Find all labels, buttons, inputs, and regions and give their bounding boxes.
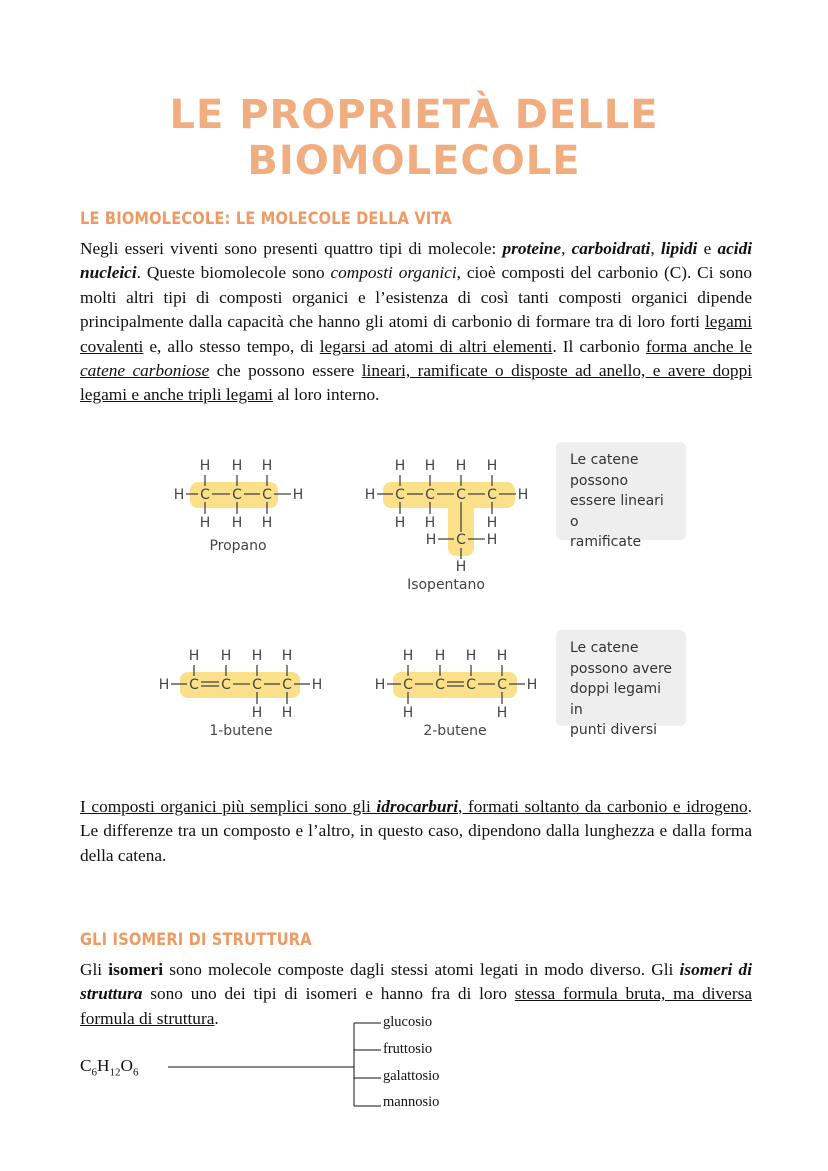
carbon-atom: C xyxy=(487,487,497,503)
hydrogen-atom: H xyxy=(486,532,498,548)
page-title: LE PROPRIETÀ DELLE BIOMOLECOLE xyxy=(169,92,659,184)
term-acidi-nucleici: acidi nucleici xyxy=(80,239,753,283)
carbon-atom: C xyxy=(435,677,445,693)
formula-h: H xyxy=(97,1056,110,1075)
formula-c-count: 6 xyxy=(91,1066,98,1079)
hydrogen-atom: H xyxy=(199,515,211,531)
term-isomeri: isomeri xyxy=(108,960,164,979)
note-line: possono xyxy=(570,472,629,489)
note-lineari-ramificate xyxy=(556,442,686,550)
hydrogen-atom: H xyxy=(281,705,293,721)
carbon-atom: C xyxy=(262,487,272,503)
carbon-atom: C xyxy=(282,677,292,693)
hydrogen-atom: H xyxy=(261,458,273,474)
hydrogen-atom: H xyxy=(251,648,263,664)
hydrogen-atom: H xyxy=(364,487,376,503)
text: forma anche le xyxy=(645,336,752,356)
isomer-galattosio: galattosio xyxy=(383,1068,440,1084)
formula-h-count: 12 xyxy=(109,1066,121,1079)
carbon-atom: C xyxy=(189,677,199,693)
hydrogen-atom: H xyxy=(158,677,170,693)
note-line: Le catene xyxy=(570,452,639,468)
text: . Il carbonio xyxy=(552,336,646,356)
carbon-atom: C xyxy=(395,487,405,503)
hydrogen-atom: H xyxy=(199,458,211,474)
structures-drawing xyxy=(159,458,538,739)
underlined-formula-bruta: stessa formula bruta, ma diversa formula di struttura xyxy=(80,984,752,1028)
carbon-atom: C xyxy=(466,677,476,693)
carbon-atom: C xyxy=(403,677,413,693)
hydrogen-atom: H xyxy=(425,532,437,548)
text: Gli xyxy=(80,960,109,979)
underlined-legarsi: legarsi ad atomi di altri elementi xyxy=(319,336,553,356)
text: . Queste biomolecole sono xyxy=(136,263,331,283)
hydrogen-atom: H xyxy=(231,458,243,474)
label-1-butene: 1-butene xyxy=(209,723,273,739)
label-isopentano: Isopentano xyxy=(407,577,485,593)
structures-figure xyxy=(0,440,828,750)
carbon-atom: C xyxy=(456,487,466,503)
formula-o-count: 6 xyxy=(133,1066,139,1079)
text: . Le differenze tra un composto e l’altro, in questo caso, dipendono dalla lunghezza e dalla forma della catena. xyxy=(80,797,752,865)
note-line: punti diversi xyxy=(570,722,658,738)
underlined-idrocarburi-sentence xyxy=(80,797,748,816)
paragraph-idrocarburi xyxy=(80,795,752,868)
hydrogen-atom: H xyxy=(434,648,446,664)
hydrogen-atom: H xyxy=(311,677,323,693)
note-doppi-legami xyxy=(556,630,686,738)
hydrogen-atom: H xyxy=(517,487,529,503)
text: , formati soltanto da carbonio e idrogeno xyxy=(458,797,748,816)
carbon-atom: C xyxy=(232,487,242,503)
isomer-mannosio: mannosio xyxy=(383,1094,440,1110)
term-catene-carboniose: catene carboniose xyxy=(80,361,210,381)
note-line: possono avere xyxy=(570,660,673,677)
term-proteine: proteine xyxy=(502,239,562,258)
note-line: ramificate xyxy=(570,534,642,550)
hydrogen-atom: H xyxy=(394,515,406,531)
hydrogen-atom: H xyxy=(231,515,243,531)
note-line: doppi legami in xyxy=(570,681,662,718)
text: che possono essere xyxy=(209,361,362,381)
hydrogen-atom: H xyxy=(402,648,414,664)
text: , cioè composti del carbonio (C). Ci sono molti altri tipi di composti organici e l’esistenza di così tanti composti organici dipende principalmente dalla capacità che hanno gli atomi di carbonio di formare tra di loro forti xyxy=(80,263,753,332)
formula-c: C xyxy=(80,1056,92,1075)
hydrogen-atom: H xyxy=(455,458,467,474)
carbon-atom: C xyxy=(221,677,231,693)
hydrogen-atom: H xyxy=(486,515,498,531)
hydrogen-atom: H xyxy=(496,648,508,664)
hydrogen-atom: H xyxy=(173,487,185,503)
hydrogen-atom: H xyxy=(261,515,273,531)
text: I composti organici più semplici sono gli xyxy=(80,797,377,816)
section-heading-isomeri: GLI ISOMERI DI STRUTTURA xyxy=(80,930,312,950)
underlined-lineari: lineari, ramificate o disposte ad anello, e avere doppi legami e anche tripli legami xyxy=(80,361,753,405)
text: Negli esseri viventi sono presenti quattro tipi di molecole: xyxy=(80,239,503,258)
hydrogen-atom: H xyxy=(424,458,436,474)
text: sono molecole composte dagli stessi atomi legati in modo diverso. Gli xyxy=(163,960,680,979)
hydrogen-atom: H xyxy=(424,515,436,531)
formula-o: O xyxy=(120,1056,133,1075)
hydrogen-atom: H xyxy=(251,705,263,721)
hydrogen-atom: H xyxy=(220,648,232,664)
carbon-atom: C xyxy=(425,487,435,503)
underlined-legami-covalenti: legami covalenti xyxy=(80,312,752,356)
isomer-fruttosio: fruttosio xyxy=(383,1041,433,1057)
term-idrocarburi: idrocarburi xyxy=(376,797,459,816)
hydrogen-atom: H xyxy=(402,705,414,721)
hydrogen-atom: H xyxy=(374,677,386,693)
text: e, allo stesso tempo, di xyxy=(143,336,320,356)
text: sono uno dei tipi di isomeri e hanno fra di loro xyxy=(142,984,515,1004)
hydrogen-atom: H xyxy=(455,559,467,575)
note-line: essere lineari o xyxy=(570,493,664,530)
term-lipidi: lipidi xyxy=(660,239,698,258)
term-isomeri-di-struttura: isomeri di struttura xyxy=(80,960,753,1004)
hydrogen-atom: H xyxy=(394,458,406,474)
hydrogen-atom: H xyxy=(281,648,293,664)
term-composti-organici: composti organici xyxy=(330,263,457,283)
text: , xyxy=(650,239,661,258)
label-propano: Propano xyxy=(209,538,267,554)
hydrogen-atom: H xyxy=(486,458,498,474)
hydrogen-atom: H xyxy=(465,648,477,664)
hydrogen-atom: H xyxy=(496,705,508,721)
carbon-atom: C xyxy=(252,677,262,693)
term-carboidrati: carboidrati xyxy=(571,239,651,258)
carbon-atom: C xyxy=(497,677,507,693)
hydrogen-atom: H xyxy=(292,487,304,503)
hydrogen-atom: H xyxy=(188,648,200,664)
isomer-glucosio: glucosio xyxy=(383,1014,433,1030)
section-heading-biomolecole: LE BIOMOLECOLE: LE MOLECOLE DELLA VITA xyxy=(80,209,452,229)
paragraph-biomolecole xyxy=(80,237,752,408)
text: . xyxy=(214,1008,219,1028)
note-line: Le catene xyxy=(570,640,639,656)
text: al loro interno. xyxy=(272,385,380,405)
text: e xyxy=(697,239,718,258)
text: , xyxy=(561,239,572,258)
hydrogen-atom: H xyxy=(526,677,538,693)
carbon-atom: C xyxy=(200,487,210,503)
carbon-atom: C xyxy=(456,532,466,548)
label-2-butene: 2-butene xyxy=(423,723,487,739)
